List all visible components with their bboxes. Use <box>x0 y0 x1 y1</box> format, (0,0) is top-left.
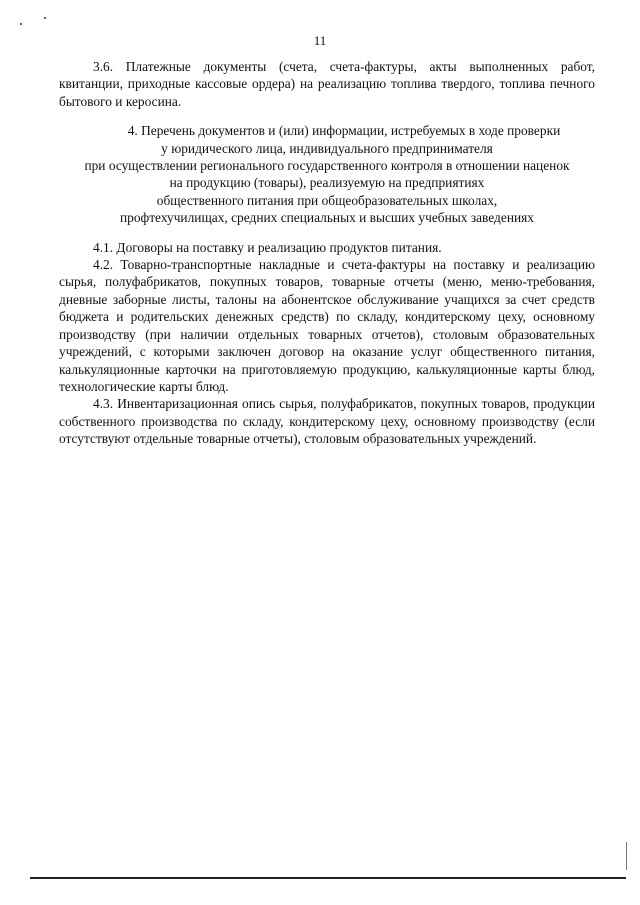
item-4-1: 4.1. Договоры на поставку и реализацию продуктов питания. <box>93 239 442 255</box>
heading-line: у юридического лица, индивидуального предпринимателя <box>161 140 493 156</box>
heading-line: общественного питания при общеобразовательных школах, <box>156 192 498 208</box>
heading-line: 4. Перечень документов и (или) информации, истребуемых в ходе проверки <box>127 123 561 139</box>
margin-mark <box>626 842 627 870</box>
scan-speck <box>44 17 46 19</box>
heading-line: профтехучилищах, средних специальных и высших учебных заведениях <box>119 210 535 226</box>
document-body <box>59 58 595 448</box>
section-3-6: 3.6. Платежные документы (счета, счета-фактуры, акты выполненных работ, квитанции, приходные кассовые ордера) на реализацию топлива твердого, топлива печного бытового и керосина. <box>59 59 595 109</box>
heading-line: при осуществлении регионального государственного контроля в отношении наценок <box>84 158 570 174</box>
item-4-3: 4.3. Инвентаризационная опись сырья, полуфабрикатов, покупных товаров, продукции собственного производства по складу, кондитерскому цеху, основному производству (если отсутствуют отдельные товарные отчеты), столовым образовательных учреждений. <box>59 396 595 447</box>
section-4-heading <box>59 122 595 226</box>
page-number: 11 <box>313 33 327 48</box>
item-4-2: 4.2. Товарно-транспортные накладные и счета-фактуры на поставку и реализацию сырья, полуфабрикатов, покупных товаров, товарные отчеты (меню, меню-требования, дневные заборные листы, талоны на абонентское обслуживание учащихся за счет средств бюджета и родительских денежных средств) по складу, кондитерскому цеху, основному производству (при наличии отдельных товарных отчетов), столовым образовательных учреждений, с которыми заключен договор на оказание услуг общественного питания, калькуляционные карточки на приготовляемую продукцию, калькуляционные карты блюд, технологические карты блюд. <box>59 257 595 394</box>
scan-speck <box>20 23 22 25</box>
bottom-rule <box>30 877 626 879</box>
heading-line: на продукцию (товары), реализуемую на предприятиях <box>169 175 485 191</box>
